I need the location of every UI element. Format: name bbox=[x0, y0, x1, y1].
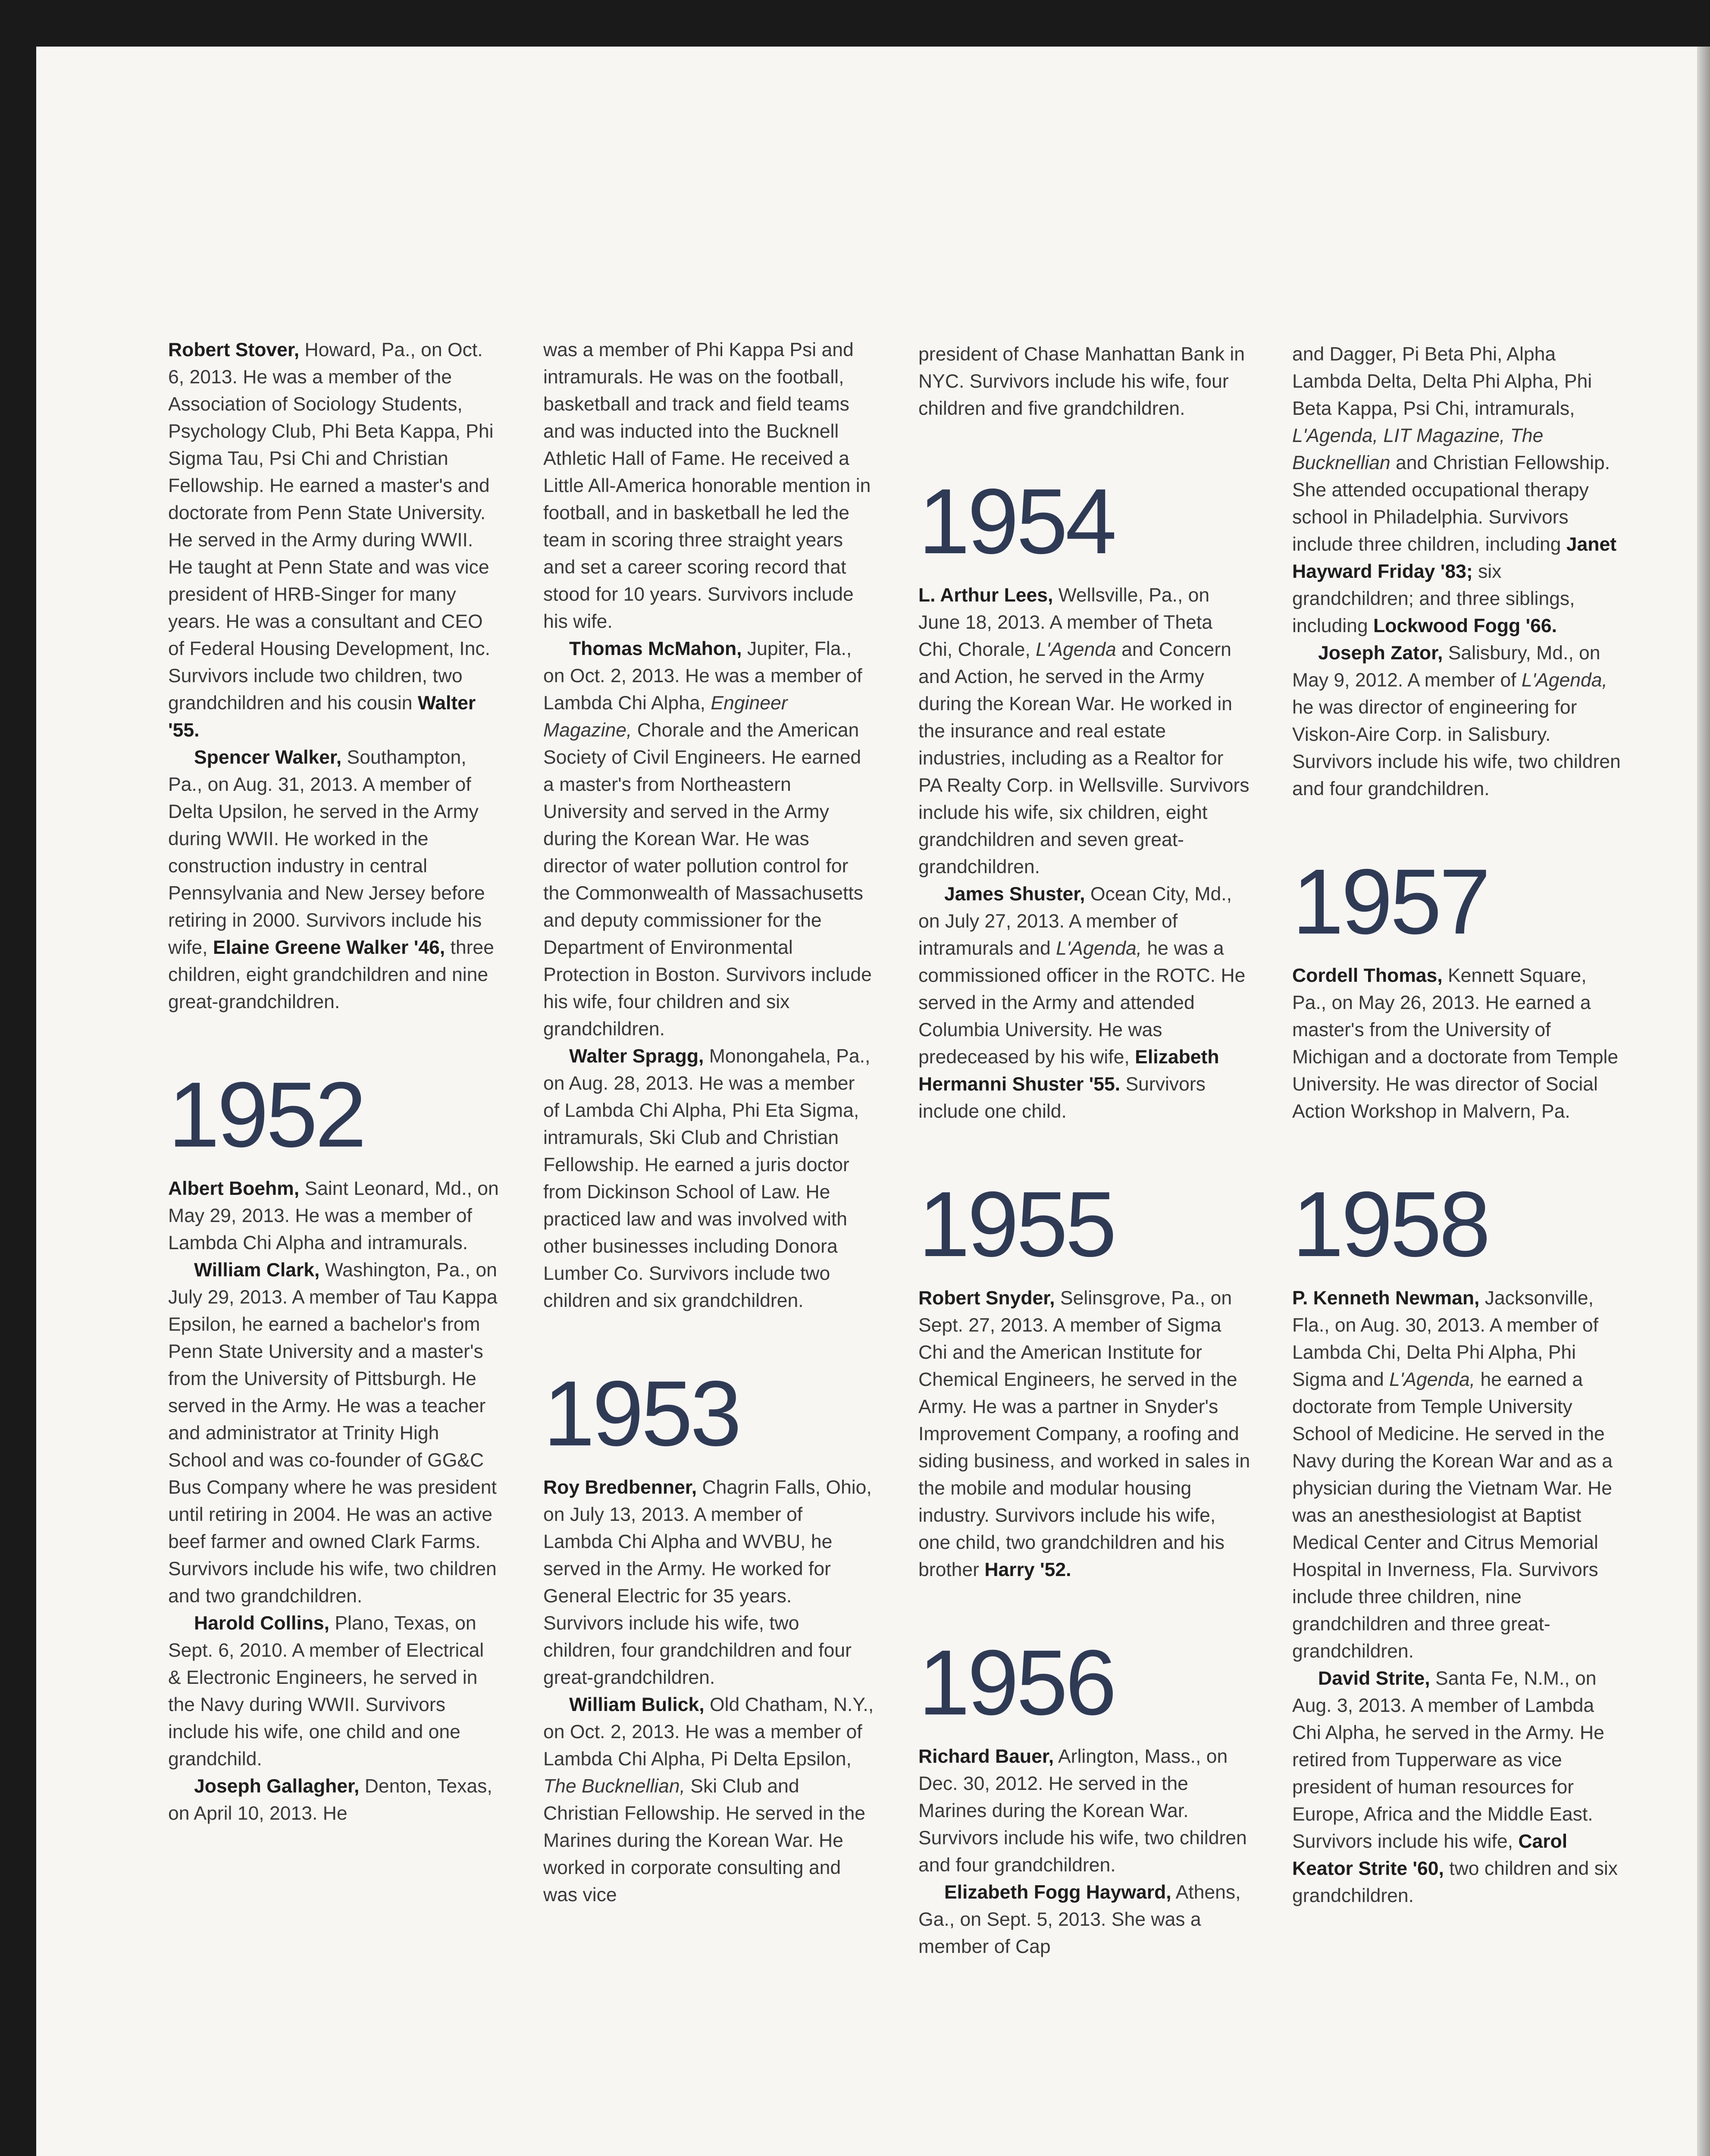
column-1 bbox=[168, 336, 500, 1827]
obituary-entry bbox=[918, 881, 1250, 1125]
obituary-text: Kennett Square, Pa., on May 26, 2013. He earned a master's from the University of Michigan and a doctorate from Temple University. He was director of Social Action Workshop in Malvern, Pa. bbox=[1292, 965, 1619, 1122]
obituary-text: Old Chatham, N.Y., on Oct. 2, 2013. He was a member of Lambda Chi Alpha, Pi Delta Epsilon, bbox=[543, 1694, 874, 1770]
class-year-heading: 1956 bbox=[918, 1630, 1115, 1734]
alumni-relative-name: Elizabeth Hermanni Shuster '55. bbox=[918, 1047, 1219, 1095]
deceased-name: Elizabeth Fogg Hayward, bbox=[944, 1882, 1171, 1903]
deceased-name: Robert Stover, bbox=[168, 339, 300, 360]
obituary-entry bbox=[168, 1773, 500, 1827]
obituary-entry bbox=[1292, 1665, 1624, 1909]
alumni-relative-name: Lockwood Fogg '66. bbox=[1373, 615, 1557, 636]
obituary-text: Jupiter, Fla., on Oct. 2, 2013. He was a member of Lambda Chi Alpha, bbox=[543, 638, 862, 714]
class-year-heading: 1958 bbox=[1292, 1172, 1488, 1276]
obituary-text: he earned a doctorate from Temple University School of Medicine. He served in the Navy during the Korean War and as a physician during the Vietnam War. He was an anesthesiologist at Baptist Medical Center and Citrus Memorial Hospital in Inverness, Fla. Survivors include three children, nine grandchildren and three great-grandchildren. bbox=[1292, 1369, 1613, 1662]
obituary-text: Survivors include one child. bbox=[918, 1074, 1206, 1122]
obituary-text: Howard, Pa., on Oct. 6, 2013. He was a member of the Association of Sociology Students, Psychology Club, Phi Beta Kappa, Phi Sigma Tau, Psi Chi and Christian Fellowship. He earned a master's and doctorate from Penn State University. He served in the Army during WWII. He taught at Penn State and was vice president of HRB-Singer for many years. He was a consultant and CEO of Federal Housing Development, Inc. Survivors include two children, two grandchildren and his cousin bbox=[168, 339, 494, 714]
obituary-entry bbox=[918, 341, 1250, 422]
obituary-entry bbox=[1292, 1285, 1624, 1665]
deceased-name: William Bulick, bbox=[569, 1694, 705, 1715]
deceased-name: Spencer Walker, bbox=[194, 747, 342, 768]
page-edge-shadow bbox=[1697, 47, 1710, 2156]
obituary-entry bbox=[168, 1257, 500, 1610]
obituary-text: Ocean City, Md., on July 27, 2013. A member of intramurals and bbox=[918, 884, 1232, 959]
obituary-text: president of Chase Manhattan Bank in NYC. Survivors include his wife, four children and five grandchildren. bbox=[918, 344, 1245, 419]
obituary-text: Washington, Pa., on July 29, 2013. A member of Tau Kappa Epsilon, he earned a bachelor's from Penn State University and a master's from the University of Pittsburgh. He served in the Army. He was a teacher and administrator at Trinity High School and was co-founder of GG&C Bus Company where he was president until retiring in 2004. He was an active beef farmer and owned Clark Farms. Survivors include his wife, two children and two grandchildren. bbox=[168, 1260, 498, 1607]
obituary-entry bbox=[543, 336, 875, 635]
obituary-text: Jacksonville, Fla., on Aug. 30, 2013. A member of Lambda Chi, Delta Phi Alpha, Phi Sigma and bbox=[1292, 1288, 1598, 1390]
obituary-text: Ski Club and Christian Fellowship. He served in the Marines during the Korean War. He worked in corporate consulting and was vice bbox=[543, 1776, 865, 1905]
deceased-name: L. Arthur Lees, bbox=[918, 585, 1053, 606]
obituary-text: he was a commissioned officer in the ROTC. He served in the Army and attended Columbia University. He was predeceased by his wife, bbox=[918, 938, 1246, 1068]
deceased-name: Walter Spragg, bbox=[569, 1046, 704, 1067]
obituary-text: two children and six grandchildren. bbox=[1292, 1858, 1618, 1906]
obituary-text: Monongahela, Pa., on Aug. 28, 2013. He was a member of Lambda Chi Alpha, Phi Eta Sigma, intramurals, Ski Club and Christian Fellowship. He earned a juris doctor from Dickinson School of Law. He practiced law and was involved with other businesses including Donora Lumber Co. Survivors include two children and six grandchildren. bbox=[543, 1046, 871, 1311]
publication-title: L'Agenda, bbox=[1389, 1369, 1475, 1390]
obituary-entry bbox=[918, 1743, 1250, 1879]
alumni-relative-name: Walter '55. bbox=[168, 693, 476, 741]
deceased-name: Robert Snyder, bbox=[918, 1288, 1055, 1309]
deceased-name: Cordell Thomas, bbox=[1292, 965, 1443, 986]
obituary-entry bbox=[168, 1610, 500, 1773]
obituary-text: Saint Leonard, Md., on May 29, 2013. He was a member of Lambda Chi Alpha and intramurals. bbox=[168, 1178, 499, 1253]
deceased-name: Joseph Zator, bbox=[1318, 642, 1443, 664]
deceased-name: Roy Bredbenner, bbox=[543, 1477, 697, 1498]
publication-title: The Bucknellian, bbox=[543, 1776, 685, 1797]
obituary-text: and Christian Fellowship. She attended occupational therapy school in Philadelphia. Survivors include three children, including bbox=[1292, 452, 1610, 555]
obituary-text: Plano, Texas, on Sept. 6, 2010. A member of Electrical & Electronic Engineers, he served in the Navy during WWII. Survivors include his wife, one child and one grandchild. bbox=[168, 1613, 484, 1770]
column-4 bbox=[1292, 341, 1624, 1909]
obituary-entry bbox=[918, 1879, 1250, 1960]
obituary-text: Chagrin Falls, Ohio, on July 13, 2013. A member of Lambda Chi Alpha and WVBU, he served in the Army. He worked for General Electric for 35 years. Survivors include his wife, two children, four grandchildren and four great-grandchildren. bbox=[543, 1477, 872, 1688]
obituary-entry bbox=[543, 1043, 875, 1314]
deceased-name: James Shuster, bbox=[944, 884, 1085, 905]
deceased-name: P. Kenneth Newman, bbox=[1292, 1288, 1480, 1309]
deceased-name: William Clark, bbox=[194, 1260, 320, 1281]
obituary-text: Salisbury, Md., on May 9, 2012. A member of bbox=[1292, 642, 1600, 691]
publication-title: L'Agenda, LIT Magazine, The Bucknellian bbox=[1292, 425, 1544, 473]
obituary-entry bbox=[543, 1691, 875, 1908]
obituary-text: Athens, Ga., on Sept. 5, 2013. She was a member of Cap bbox=[918, 1882, 1241, 1957]
deceased-name: Albert Boehm, bbox=[168, 1178, 300, 1199]
obituary-entry bbox=[918, 582, 1250, 881]
deceased-name: Richard Bauer, bbox=[918, 1746, 1054, 1767]
deceased-name: Joseph Gallagher, bbox=[194, 1776, 360, 1797]
obituary-entry bbox=[168, 744, 500, 1015]
obituary-text: Southampton, Pa., on Aug. 31, 2013. A member of Delta Upsilon, he served in the Army during WWII. He worked in the construction industry in central Pennsylvania and New Jersey before retiring in 2000. Survivors include his wife, bbox=[168, 747, 485, 958]
obituary-entry bbox=[1292, 962, 1624, 1125]
class-year-heading: 1952 bbox=[168, 1062, 364, 1166]
deceased-name: David Strite, bbox=[1318, 1668, 1430, 1689]
class-year-heading: 1955 bbox=[918, 1172, 1115, 1276]
obituary-text: Wellsville, Pa., on June 18, 2013. A member of Theta Chi, Chorale, bbox=[918, 585, 1212, 660]
obituary-entry bbox=[918, 1285, 1250, 1583]
obituary-entry bbox=[168, 1175, 500, 1257]
alumni-relative-name: Harry '52. bbox=[984, 1559, 1071, 1580]
obituary-entry bbox=[1292, 341, 1624, 639]
obituary-text: Selinsgrove, Pa., on Sept. 27, 2013. A member of Sigma Chi and the American Institute for Chemical Engineers, he served in the Army. He was a partner in Snyder's Improvement Company, a roofing and siding business, and worked in sales in the mobile and modular housing industry. Survivors include his wife, one child, two grandchildren and his brother bbox=[918, 1288, 1250, 1580]
obituary-entry bbox=[543, 635, 875, 1043]
class-year-heading: 1954 bbox=[918, 469, 1115, 573]
obituary-text: three children, eight grandchildren and nine great-grandchildren. bbox=[168, 937, 494, 1012]
obituary-text: he was director of engineering for Viskon-Aire Corp. in Salisbury. Survivors include his wife, two children and four grandchildren. bbox=[1292, 697, 1621, 799]
obituary-text: and Concern and Action, he served in the Army during the Korean War. He worked in the insurance and real estate industries, including as a Realtor for PA Realty Corp. in Wellsville. Survivors include his wife, six children, eight grandchildren and seven great-grandchildren. bbox=[918, 639, 1250, 877]
class-year-heading: 1957 bbox=[1292, 849, 1488, 953]
column-3 bbox=[918, 341, 1250, 1960]
obituary-entry bbox=[543, 1474, 875, 1691]
publication-title: Engineer Magazine, bbox=[543, 693, 788, 741]
deceased-name: Harold Collins, bbox=[194, 1613, 329, 1634]
publication-title: L'Agenda bbox=[1036, 639, 1116, 660]
obituary-text: Arlington, Mass., on Dec. 30, 2012. He served in the Marines during the Korean War. Survivors include his wife, two children and four grandchildren. bbox=[918, 1746, 1247, 1876]
column-2 bbox=[543, 336, 875, 1908]
obituary-text: Santa Fe, N.M., on Aug. 3, 2013. A member of Lambda Chi Alpha, he served in the Army. He retired from Tupperware as vice president of human resources for Europe, Africa and the Middle East. Survivors include his wife, bbox=[1292, 1668, 1604, 1852]
obituary-text: was a member of Phi Kappa Psi and intramurals. He was on the football, basketball and track and field teams and was inducted into the Bucknell Athletic Hall of Fame. He received a Little All-America honorable mention in football, and in basketball he led the team in scoring three straight years and set a career scoring record that stood for 10 years. Survivors include his wife. bbox=[543, 339, 871, 632]
obituary-text: Chorale and the American Society of Civil Engineers. He earned a master's from Northeastern University and served in the Army during the Korean War. He was director of water pollution control for the Commonwealth of Massachusetts and deputy commissioner for the Department of Environmental Protection in Boston. Survivors include his wife, four children and six grandchildren. bbox=[543, 720, 872, 1040]
obituary-text: Denton, Texas, on April 10, 2013. He bbox=[168, 1776, 492, 1824]
publication-title: L'Agenda, bbox=[1056, 938, 1142, 959]
obituary-entry bbox=[168, 336, 500, 744]
deceased-name: Thomas McMahon, bbox=[569, 638, 742, 659]
alumni-relative-name: Elaine Greene Walker '46, bbox=[213, 937, 445, 958]
alumni-relative-name: Janet Hayward Friday '83; bbox=[1292, 534, 1617, 582]
publication-title: L'Agenda, bbox=[1521, 670, 1607, 691]
obituary-entry bbox=[1292, 639, 1624, 802]
obituary-text: six grandchildren; and three siblings, including bbox=[1292, 561, 1575, 636]
alumni-relative-name: Carol Keator Strite '60, bbox=[1292, 1831, 1568, 1879]
class-year-heading: 1953 bbox=[543, 1361, 739, 1465]
obituary-text: and Dagger, Pi Beta Phi, Alpha Lambda Delta, Delta Phi Alpha, Phi Beta Kappa, Psi Chi, intramurals, bbox=[1292, 344, 1592, 419]
